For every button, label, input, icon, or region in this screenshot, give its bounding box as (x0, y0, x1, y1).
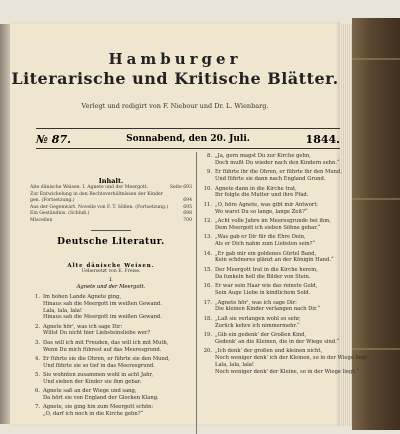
verse-line: Sein Auge Liebe in kindlichem Sold. (215, 290, 311, 297)
verse-line: Er war sein Haar wie das reinste Gold, (215, 283, 318, 290)
stanza-number: 20. (203, 348, 212, 355)
stanza-lines (43, 340, 192, 354)
verse-line: Wo warst Du so lange, lange Zeit?“ (215, 208, 308, 215)
stanza-number: 12. (203, 218, 212, 225)
verse-line: Die kleinen Kinder verlangen nach Dir.“ (215, 306, 321, 313)
verse-line: Und sieben der Kinder sie ihm gebar. (43, 378, 142, 385)
poem-title: Agnete und der Meergott. (76, 284, 146, 290)
poem-stanzas-right (202, 153, 369, 376)
stanza-lines (215, 186, 342, 200)
stanza-number: 10. (203, 185, 212, 192)
verse-line: „Acht volle Jahre im Meeresgrunde bei ihm, (215, 218, 331, 225)
stanza-lines (215, 169, 342, 183)
contents-row: Aus der Gegenwart. Novelle von F. T. Söllen. (Fortsetzung.) 695 (30, 204, 192, 210)
stanza (202, 251, 342, 265)
stanza-number: 15. (203, 266, 212, 273)
stanza-number: 6. (35, 388, 40, 395)
verse-line: „Laß sie verlangen wohl so sehr, (215, 315, 301, 322)
stanza-number: 1. (35, 294, 40, 300)
verse-line: „O, höre Agnete, was gibt mir Antwort: (215, 201, 319, 208)
verse-line: Agnete dann in die Kirche trat, (215, 185, 297, 192)
stanza (30, 388, 192, 402)
stanza (202, 169, 342, 183)
rule-top (36, 128, 340, 129)
verse-line: Er führte ihr die Ohren, er führte ihr den Mund, (215, 169, 342, 176)
stanza (202, 332, 342, 346)
verse-line: Agnete, sie ging hin zum Meergott schön: (43, 404, 154, 411)
stanza (30, 340, 192, 354)
masthead-title-line1: Hamburger (108, 50, 242, 68)
rule-bottom (36, 148, 340, 149)
stanza-number: 11. (203, 201, 212, 208)
poem-number: I. (109, 277, 113, 283)
stanza (202, 316, 342, 330)
contents-row: Zur Entwickelung in den Rechtsverhältnissen der Kinder (30, 191, 163, 197)
stanza (202, 348, 369, 375)
stanza-number: 5. (35, 371, 40, 378)
verse-line: Das will ich mit Freuden, das will ich mit Muth, (43, 339, 169, 346)
verse-line: Als er Dich nahm zum Liebsten sein?“ (215, 241, 316, 248)
stanza-number: 18. (203, 315, 212, 322)
stanza (202, 234, 342, 248)
verse-line: „Ich denk' der großen und kleinen nicht, (215, 348, 323, 355)
verse-line: Agnete hör', was ich sage Dir: (43, 323, 123, 330)
verse-line: Agnete saß an der Wiege und sang, (43, 388, 137, 395)
verse-line: Sie wohnten zusammen wohl in acht Jahr, (43, 371, 154, 378)
masthead-title-line2: Literarische und Kritische Blätter. (11, 69, 339, 88)
verse-line: Willst Du nicht hier Liebsteinsliebe wer? (43, 330, 151, 337)
masthead-editors: Verlegt und redigirt von F. Niebour und Dr. L. Wienbarg. (81, 102, 269, 110)
verse-line: Lala, lala, lala! (43, 307, 82, 314)
stanza-lines (43, 324, 192, 338)
stanza-number: 16. (203, 283, 212, 290)
verse-line: Zurück kehre ich nimmermehr.“ (215, 322, 300, 329)
stanza-lines (43, 356, 192, 370)
verse-line: „Er gab mir ein goldenes Gürtel Band, (215, 250, 317, 257)
section-title: Deutsche Literatur. (57, 237, 165, 247)
stanza-number: 13. (203, 234, 212, 241)
stanza-lines (43, 372, 192, 386)
book-left-edge (0, 24, 10, 424)
stanza (202, 153, 342, 167)
contents-list (30, 185, 192, 224)
newspaper-page (10, 22, 369, 426)
verse-line: Lala, lala, lala! (215, 361, 254, 368)
stanza-number: 4. (35, 355, 40, 362)
verse-line: Da hört sie von England der Glocken Klang. (43, 394, 159, 401)
stanza-lines (215, 283, 342, 297)
stanza-lines (43, 294, 192, 321)
verse-line: Hinaus sah die Meergott im weißen Gewand. (43, 300, 162, 307)
contents-row: Ein Geständnis. (Schluß.) 698 (30, 211, 192, 216)
stanza-lines (215, 202, 342, 216)
issue-date: Sonnabend, den 20. Juli. (126, 134, 250, 144)
contents-row: Miscellen 700 (30, 217, 192, 223)
verse-line: Noch weniger denk' der Kleine, so in der Wiege liegt.“ (215, 368, 359, 375)
issue-year: 1844. (305, 133, 340, 146)
verse-line: „Agnete hör', was ich sage Dir: (215, 299, 297, 306)
stanza (202, 300, 342, 314)
stanza-lines (215, 332, 342, 346)
stanza (30, 404, 192, 418)
stanza-lines (215, 218, 342, 232)
stanza-lines (43, 388, 192, 402)
issue-line (36, 133, 340, 147)
stanza (30, 294, 192, 321)
stanza (202, 283, 342, 297)
right-column (202, 153, 369, 378)
verse-line: „Was gab er Dir für die Ehre Dein, (215, 234, 306, 241)
stanza (30, 324, 192, 338)
verse-line: Und führte sie so tief in das Meeresgrund. (43, 362, 155, 369)
article-heading: Alte dänische Weisen. (67, 263, 155, 269)
column-divider (196, 152, 197, 434)
verse-line: „O, darf ich noch in die Kirche gehn?“ (43, 410, 144, 417)
stanza (202, 267, 342, 281)
stanza-number: 3. (35, 339, 40, 346)
verse-line: Kein schöneres glänzt an der Königin Hand.“ (215, 257, 334, 264)
stanza (30, 372, 192, 386)
poem-stanzas-left (30, 294, 192, 418)
article-translator: Uebersetzt von E. Freise. (81, 269, 141, 274)
stanza (202, 202, 342, 216)
stanza-number: 2. (35, 323, 40, 330)
verse-line: Doch mußt Du wieder nach den Kindern sehn.“ (215, 159, 340, 166)
stanza-lines (215, 348, 369, 375)
stanza-lines (215, 251, 342, 265)
contents-heading: Inhalt. (98, 177, 124, 185)
stanza-lines (215, 316, 342, 330)
stanza-number: 7. (35, 404, 40, 411)
stanza-number: 19. (203, 332, 212, 339)
left-column (30, 153, 192, 420)
verse-line: Und führte sie dann nach England Grund. (215, 176, 326, 183)
stanza-lines (215, 300, 342, 314)
stanza (30, 356, 192, 370)
verse-line: Er führte sie die Ohren, er führte sie den Mund, (43, 355, 170, 362)
verse-line: Da funkeln hell die Bilder von Stein. (215, 273, 311, 280)
verse-line: Der Meergott trat in die Kirche herein, (215, 266, 318, 273)
contents-row: gen. (Fortsetzung.) 694 (30, 198, 192, 203)
verse-line: Wenn Du mich führest auf das Meeresgrund. (43, 346, 162, 353)
stanza-number: 17. (203, 299, 212, 306)
stanza (202, 186, 342, 200)
stanza-number: 14. (203, 250, 212, 257)
divider (91, 230, 131, 231)
verse-line: Im hohen Lande Agnete ging, (43, 294, 121, 300)
verse-line: „Gib ein gedenk' der Großen Kind, (215, 332, 307, 339)
verse-line: Hinaus sah die Meergott im weißen Gewand. (43, 314, 162, 321)
verse-line: Noch weniger denk' ich der Kleinen, so in der Wiege liegt. (215, 355, 369, 362)
verse-line: Ihr folgte die Mutter und ihre Pfad. (215, 192, 309, 199)
stanza-lines (215, 267, 342, 281)
verse-line: „Ja, gern magst Du zur Kirche gehn, (215, 153, 311, 159)
issue-number: № 87. (36, 133, 71, 146)
stanza-number: 9. (207, 169, 212, 176)
stanza-number: 8. (207, 153, 212, 159)
verse-line: Gedenk' an die Kleinen, die in der Wiege sind.“ (215, 338, 340, 345)
contents-row: Alte dänische Weisen. I. Agnete und der Meergott. Seite 693 (30, 185, 192, 190)
stanza-lines (215, 234, 342, 248)
stanza (202, 218, 342, 232)
stanza-lines (43, 404, 192, 418)
stanza-lines (215, 153, 342, 167)
verse-line: Dem Meergott ich sieben Söhne gebar.“ (215, 224, 321, 231)
